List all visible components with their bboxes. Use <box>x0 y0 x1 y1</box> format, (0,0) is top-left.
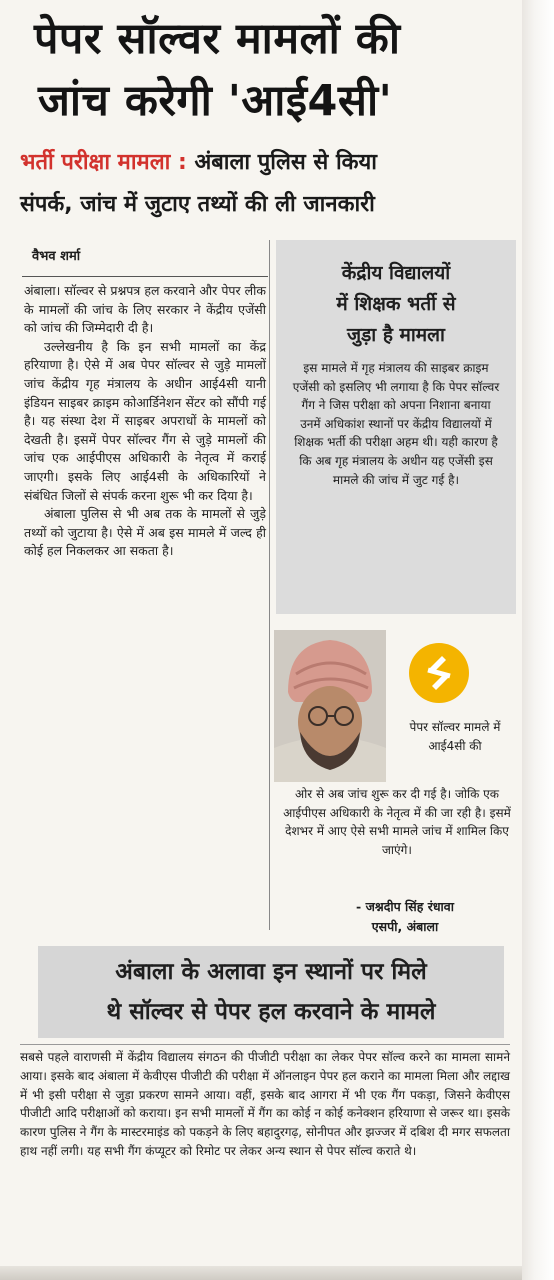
headline-line-1: पेपर सॉल्वर मामलों की <box>34 14 401 64</box>
article-body <box>24 282 266 561</box>
byline: वैभव शर्मा <box>32 249 81 264</box>
quote-text-part-2: ओर से अब जांच शुरू कर दी गई है। जोकि एक आईपीएस अधिकारी के नेतृत्व में की जा रही है। इसमें देशभर में आए ऐसे सभी मामले जांच में शामिल किए जाएंगे। <box>283 787 511 857</box>
subheadline-line-2: संपर्क, जांच में जुटाए तथ्यों की ली जानकारी <box>20 192 375 217</box>
subheadline-rest: अंबाला पुलिस से किया <box>186 150 378 175</box>
body-paragraph-2: उल्लेखनीय है कि इन सभी मामलों का केंद्र हरियाणा है। ऐसे में अब पेपर सॉल्वर से जुड़े मामलों जांच केंद्रीय गृह मंत्रालय के अधीन आई4सी यानी इंडियन साइबर क्राइम कोआर्डिनेशन सेंटर को सौंपी गई है। यह संस्था देश में साइबर अपराधों के मामलों को देखती है। इसमें पेपर सॉल्वर गैंग से जुड़े मामलों की जांच एक आईपीएस अधिकारी के नेतृत्व में कराई जाएगी। इसके लिए आई4सी के अधिकारियों ने संबंधित जिलों से संपर्क करना शुरू भी कर दिया है। <box>24 338 266 503</box>
byline-divider <box>22 276 268 277</box>
portrait-photo <box>274 630 386 782</box>
banner-line-1: अंबाला के अलावा इन स्थानों पर मिले <box>115 959 427 985</box>
page-bottom-shadow <box>0 1266 522 1280</box>
headline-line-2: जांच करेगी 'आई4सी' <box>38 76 393 126</box>
quote-attribution-name: - जश्नदीप सिंह रंधावा <box>356 899 454 914</box>
bottom-paragraph: सबसे पहले वाराणसी में केंद्रीय विद्यालय संगठन की पीजीटी परीक्षा का लेकर पेपर सॉल्व करने का मामला सामने आया। इसके बाद अंबाला में केवीएस पीजीटी की परीक्षा में ऑनलाइन पेपर हल कराने का मामला मिला और लद्दाख में भी इसी परीक्षा से जुड़ा प्रकरण सामने आया। वहीं, इसके बाद आगरा में भी एक गैंग पकड़ा, जिसने केवीएस पीजीटी आदि परीक्षाओं को कराया। इन सभी मामलों में गैंग का कोई न कोई कनेक्शन हरियाणा से जरूर था। इसके कारण पुलिस ने गैंग के मास्टरमाइंड को पकड़ने के लिए बहादुरगढ़, सोनीपत और झज्जर में दबिश दी मगर सफलता हाथ नहीं लगी। यह सभी गैंग कंप्यूटर को रिमोट पर लेकर अन्य स्थान से पेपर सॉल्व कराते थे। <box>20 1050 510 1158</box>
banner-line-2: थे सॉल्वर से पेपर हल करवाने के मामले <box>106 999 436 1025</box>
section-banner <box>38 946 504 1038</box>
subheadline-label: भर्ती परीक्षा मामला : <box>20 150 187 175</box>
body-paragraph-1: अंबाला। सॉल्वर से प्रश्नपत्र हल करवाने और पेपर लीक के मामलों की जांच के लिए सरकार ने केंद्रीय एजेंसी को जांच की जिम्मेदारी दी है। <box>24 283 266 336</box>
body-paragraph-3: अंबाला पुलिस से भी अब तक के मामलों से जुड़े तथ्यों को जुटाया है। ऐसे में अब इस मामले में जल्द ही कोई हल निकलकर आ सकता है। <box>24 506 266 559</box>
sidebar-title-line-1: केंद्रीय विद्यालयों <box>341 262 451 284</box>
sidebar-box <box>276 240 516 614</box>
sidebar-box-title <box>284 258 508 351</box>
page-edge <box>522 0 554 1280</box>
sidebar-title-line-3: जुड़ा है मामला <box>347 324 445 346</box>
column-divider <box>269 240 270 930</box>
subheadline-line-1 <box>20 146 377 180</box>
bottom-divider <box>20 1044 510 1045</box>
publication-logo-icon <box>408 642 470 704</box>
quote-text-part-1: पेपर सॉल्वर मामले में आई4सी की <box>409 720 501 753</box>
sidebar-box-text: इस मामले में गृह मंत्रालय की साइबर क्राइम एजेंसी को इसलिए भी लगाया है कि पेपर सॉल्वर गैंग ने जिस परीक्षा को अपना निशाना बनाया उनमें अधिकांश स्थानों पर केंद्रीय विद्यालयों में शिक्षक भर्ती की परीक्षा अहम थी। यही कारण है कि अब गृह मंत्रालय के अधीन यह एजेंसी इस मामले की जांच में जुट गई है। <box>292 361 500 487</box>
sidebar-title-line-2: में शिक्षक भर्ती से <box>336 293 456 315</box>
quote-attribution-role: एसपी, अंबाला <box>371 919 439 934</box>
